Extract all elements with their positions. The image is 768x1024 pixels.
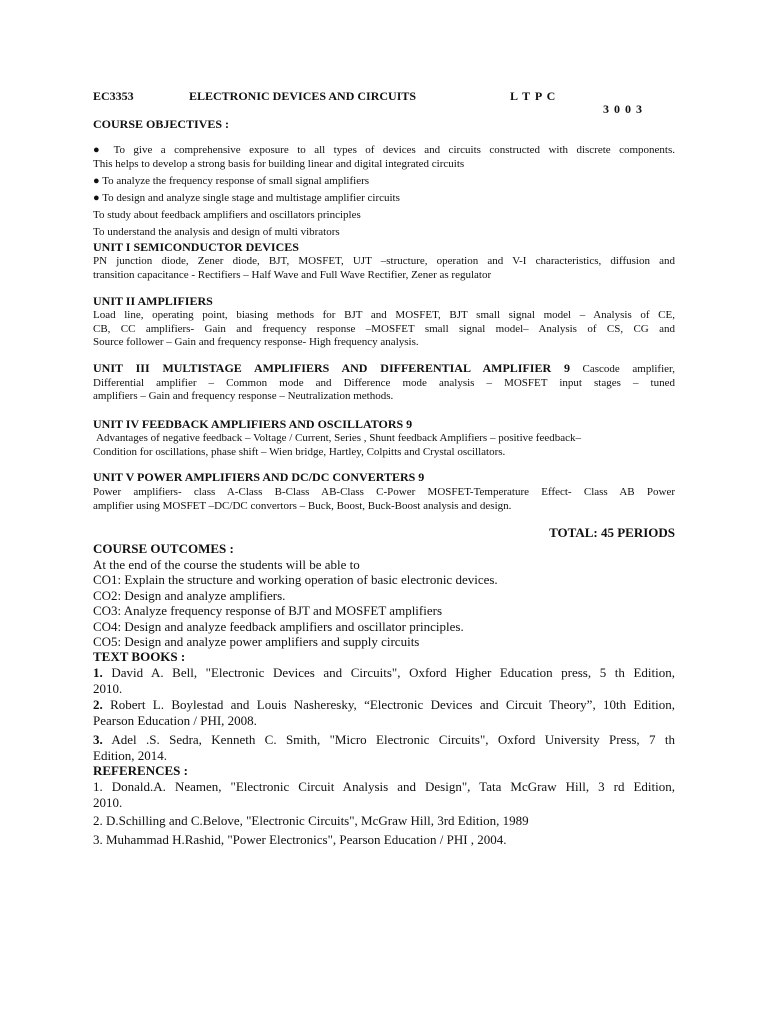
objectives-heading: COURSE OBJECTIVES :: [93, 117, 230, 131]
unit-2-body: Load line, operating point, biasing methods for BJT and MOSFET, BJT small signal model – Analysis of CE, CB, CC amplifiers- Gain and frequency response –MOSFET small signal model– Analysis of CS, CG and Source follower – Gain and frequency response- High frequency analysis.: [93, 309, 675, 348]
outcome-item: CO2: Design and analyze amplifiers.: [93, 588, 286, 603]
objective-text: To understand the analysis and design of multi vibrators: [93, 226, 340, 238]
ltpc-label: L T P C: [510, 89, 557, 103]
textbook-number: 1.: [93, 665, 103, 680]
objective-text: To analyze the frequency response of small signal amplifiers: [102, 175, 370, 187]
textbook-item-2: 2. Robert L. Boylestad and Louis Nasheresky, “Electronic Devices and Circuit Theory”, 10th Edition, Pearson Education / PHI, 2008.: [93, 697, 675, 728]
textbook-item-3: 3. Adel .S. Sedra, Kenneth C. Smith, "Micro Electronic Circuits", Oxford University Press, 7 th Edition, 2014.: [93, 732, 675, 763]
total-periods: TOTAL: 45 PERIODS: [549, 525, 675, 540]
outcomes-intro: At the end of the course the students will be able to: [93, 557, 360, 572]
objective-text: To give a comprehensive exposure to all types of devices and circuits constructed with discrete components.: [113, 144, 675, 156]
unit-1-body: PN junction diode, Zener diode, BJT, MOSFET, UJT –structure, operation and V-I characteristics, diffusion and transition capacitance - Rectifiers – Half Wave and Full Wave Rectifier, Zener as regulator: [93, 255, 675, 281]
objective-item-5: [93, 226, 675, 240]
objective-item-4: [93, 209, 675, 223]
bullet-icon: ●: [93, 175, 100, 187]
outcome-item: CO1: Explain the structure and working operation of basic electronic devices.: [93, 572, 498, 587]
objective-text: To design and analyze single stage and multistage amplifier circuits: [102, 192, 400, 204]
unit-4-body: Advantages of negative feedback – Voltage / Current, Series , Shunt feedback Amplifiers – positive feedback– Condition for oscillations, phase shift – Wien bridge, Hartley, Colpitts and Crystal oscillators.: [93, 432, 581, 458]
unit-4-title: UNIT IV FEEDBACK AMPLIFIERS AND OSCILLATORS 9: [93, 417, 413, 431]
textbook-item-1: 1. David A. Bell, "Electronic Devices and Circuits", Oxford Higher Education press, 5 th Edition, 2010.: [93, 665, 675, 696]
objective-item-3: [93, 192, 675, 206]
bullet-icon: ●: [93, 192, 100, 204]
reference-item-2: 2. D.Schilling and C.Belove, "Electronic Circuits", McGraw Hill, 3rd Edition, 1989: [93, 813, 529, 828]
textbooks-heading: TEXT BOOKS :: [93, 649, 186, 664]
reference-item-1: 1. Donald.A. Neamen, "Electronic Circuit Analysis and Design", Tata McGraw Hill, 3 rd Edition, 2010.: [93, 779, 675, 810]
unit-2-title: UNIT II AMPLIFIERS: [93, 294, 213, 308]
unit-5-body: Power amplifiers- class A-Class B-Class AB-Class C-Power MOSFET-Temperature Effect- Class AB Power amplifier using MOSFET –DC/DC convertors – Buck, Boost, Buck-Boost analysis and design.: [93, 486, 675, 512]
course-title: ELECTRONIC DEVICES AND CIRCUITS: [189, 89, 417, 103]
unit-3-body: UNIT III MULTISTAGE AMPLIFIERS AND DIFFERENTIAL AMPLIFIER 9 Cascode amplifier, Differential amplifier – Common mode and Difference mode analysis – MOSFET input stages – tuned amplifiers – Gain and frequency response – Neutralization methods.: [93, 361, 676, 402]
objective-item-1: [93, 144, 675, 171]
unit-3-title: UNIT III MULTISTAGE AMPLIFIERS AND DIFFERENTIAL AMPLIFIER 9: [93, 361, 570, 375]
unit-5-title: UNIT V POWER AMPLIFIERS AND DC/DC CONVERTERS 9: [93, 470, 425, 484]
course-code: EC3353: [93, 89, 134, 103]
objective-text: To study about feedback amplifiers and oscillators principles: [93, 209, 361, 221]
unit-1-title: UNIT I SEMICONDUCTOR DEVICES: [93, 240, 299, 254]
outcome-item: CO4: Design and analyze feedback amplifiers and oscillator principles.: [93, 619, 464, 634]
reference-item-3: 3. Muhammad H.Rashid, "Power Electronics", Pearson Education / PHI , 2004.: [93, 832, 507, 847]
outcome-item: CO3: Analyze frequency response of BJT and MOSFET amplifiers: [93, 603, 443, 618]
ltpc-values: 3 0 0 3: [603, 102, 643, 116]
objective-text: This helps to develop a strong basis for building linear and digital integrated circuits: [93, 157, 465, 170]
outcome-item: CO5: Design and analyze power amplifiers and supply circuits: [93, 634, 420, 649]
outcomes-heading: COURSE OUTCOMES :: [93, 541, 234, 556]
objective-item-2: [93, 175, 675, 189]
bullet-icon: ●: [93, 144, 106, 156]
textbook-number: 3.: [93, 732, 103, 747]
textbook-number: 2.: [93, 697, 103, 712]
references-heading: REFERENCES :: [93, 763, 188, 778]
